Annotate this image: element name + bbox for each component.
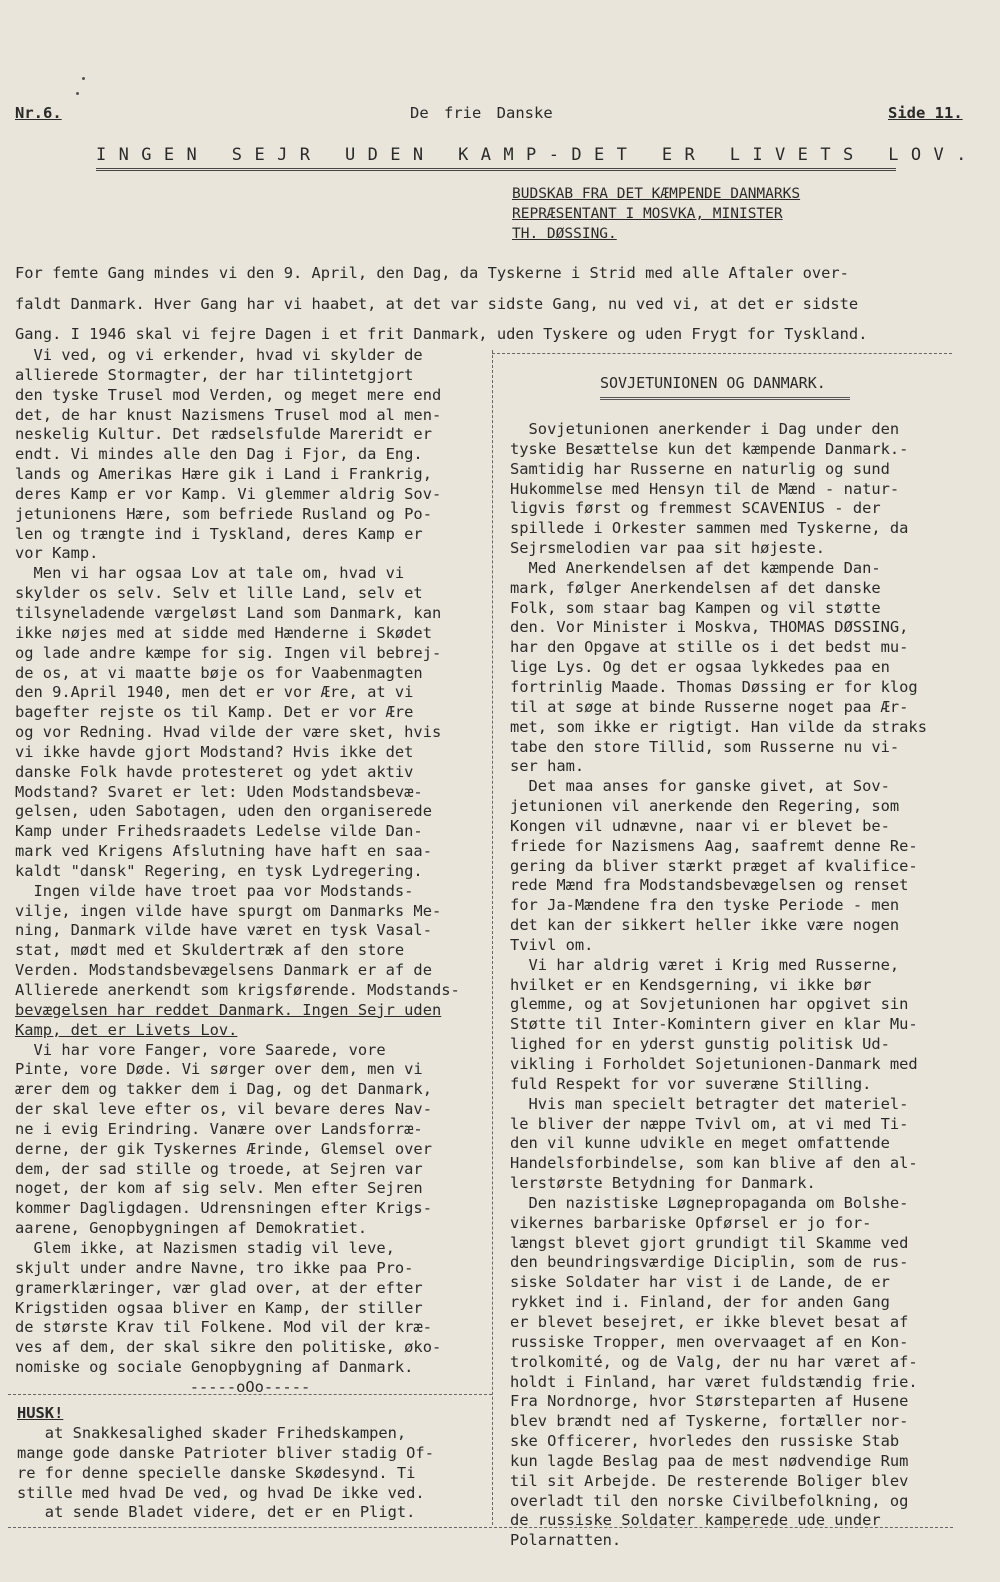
text-line: Tvivl om. bbox=[510, 935, 594, 954]
text-line: ser ham. bbox=[510, 757, 585, 776]
right-column bbox=[510, 420, 970, 1551]
text-line: Vi ved, og vi erkender, hvad vi skylder de bbox=[15, 346, 423, 364]
text-line: Kamp, det er Livets Lov. bbox=[15, 1020, 238, 1039]
text-line: ligvis først og fremmest SCAVENIUS - der bbox=[510, 499, 881, 518]
text-line: Pinte, vore Døde. Vi sørger over dem, men vi bbox=[15, 1060, 423, 1079]
text-line: mark ved Krigens Afslutning have haft en saa- bbox=[15, 842, 432, 861]
text-line: aarene, Genopbygningen af Demokratiet. bbox=[15, 1219, 368, 1238]
text-line: ikke nøjes med at sidde med Hænderne i Skødet bbox=[15, 623, 432, 642]
issue-number: Nr.6. bbox=[15, 104, 62, 122]
text-line: Hukommelse med Hensyn til de Mænd - natur- bbox=[510, 479, 900, 498]
text-line: for Ja-Mændene fra den tyske Periode - men bbox=[510, 896, 900, 915]
text-line: siske Soldater har vist i de Lande, de er bbox=[510, 1273, 890, 1292]
text-line: trolkomité, og de Valg, der nu har været af- bbox=[510, 1352, 918, 1371]
text-line: Folk, som staar bag Kampen og vil støtte bbox=[510, 598, 881, 617]
subtitle-line: BUDSKAB FRA DET KÆMPENDE DANMARKS bbox=[512, 186, 801, 202]
text-line: Den nazistiske Løgnepropaganda om Bolshe- bbox=[510, 1193, 909, 1212]
text-line: den beundringsværdige Diciplin, som de rus- bbox=[510, 1253, 909, 1272]
text-line: kun lagde Beslag paa de mest nødvendige Rum bbox=[510, 1451, 909, 1470]
text-line: stat, mødt med et Skuldertræk af den store bbox=[15, 941, 405, 960]
text-line: skylder os selv. Selv et lille Land, selv et bbox=[15, 584, 423, 603]
text-line: at sende Bladet videre, det er en Pligt. bbox=[17, 1503, 416, 1522]
text-line: derne, der gik Tyskernes Ærinde, Glemsel over bbox=[15, 1139, 432, 1158]
text-line: ærer dem og takker dem i Dag, og det Danmark, bbox=[15, 1080, 432, 1099]
subtitle-block bbox=[512, 184, 800, 244]
text-line: met, som ikke er rigtigt. Han vilde da straks bbox=[510, 717, 927, 736]
text-line: skjult under andre Navne, tro ikke paa Pro- bbox=[15, 1258, 414, 1277]
text-line: ne i evig Erindring. Vanære over Landsforræ- bbox=[15, 1119, 423, 1138]
text-line: har den Opgave at stille os i det bedst mu- bbox=[510, 638, 909, 657]
page-number: Side 11. bbox=[888, 104, 963, 122]
text-line: Sejrsmelodien var paa sit højeste. bbox=[510, 539, 826, 558]
text-line: vikling i Forholdet Sojetunionen-Danmark med bbox=[510, 1055, 918, 1073]
text-line: Fra Nordnorge, hvor Størsteparten af Husene bbox=[510, 1392, 909, 1411]
text-line: Modstand? Svaret er let: Uden Modstandsbevæ- bbox=[15, 782, 423, 801]
text-line: friede for Nazismens Aag, saafremt denne Re- bbox=[510, 836, 918, 855]
text-line: de russiske Soldater kamperede ude under bbox=[510, 1511, 881, 1530]
text-line: og lade andre kæmpe for sig. Ingen vil bebrej- bbox=[15, 643, 442, 662]
text-line: den. Vor Minister i Moskva, THOMAS DØSSING, bbox=[510, 618, 909, 637]
text-line: fuld Respekt for vor suveræne Stilling. bbox=[510, 1074, 872, 1093]
text-line: glemme, og at Sovjetunionen har opgivet sin bbox=[510, 995, 909, 1014]
text-line: gering da bliver stærkt præget af kvalifice- bbox=[510, 856, 918, 875]
husk-box-rule bbox=[8, 1394, 492, 1395]
text-line: tyske Besættelse kun det kæmpende Danmark.- bbox=[510, 439, 909, 458]
text-line: -----oOo----- bbox=[189, 1377, 311, 1396]
text-line: hvilket er en Kendsgerning, vi ikke bør bbox=[510, 975, 872, 994]
text-line: dem, der sad stille og troede, at Sejren var bbox=[15, 1159, 423, 1178]
text-line: lerstørste Betydning for Danmark. bbox=[510, 1174, 816, 1193]
right-column-heading: SOVJETUNIONEN OG DANMARK. bbox=[600, 374, 826, 392]
text-line: vikernes barbariske Opførsel er jo for- bbox=[510, 1213, 872, 1232]
text-line: Polarnatten. bbox=[510, 1531, 622, 1550]
bottom-rule bbox=[8, 1527, 953, 1528]
text-line: blev brændt ned af Tyskerne, fortæller nor- bbox=[510, 1412, 909, 1431]
text-line: russiske Tropper, men overvaaget af en Kon- bbox=[510, 1332, 909, 1351]
intro-line: For femte Gang mindes vi den 9. April, den Dag, da Tyskerne i Strid med alle Aftaler over- bbox=[15, 264, 849, 282]
text-line: der skal leve efter os, vil bevare deres Nav- bbox=[15, 1100, 432, 1119]
intro-line: Gang. I 1946 skal vi fejre Dagen i et frit Danmark, uden Tyskere og uden Frygt for Tyskland. bbox=[15, 325, 868, 343]
text-line: vor Kamp. bbox=[15, 544, 99, 563]
text-line: Samtidig har Russerne en naturlig og sund bbox=[510, 459, 890, 478]
text-line: de største Krav til Folkene. Mod vil der kræ- bbox=[15, 1318, 432, 1337]
text-line: rede Mænd fra Modstandsbevægelsen og renset bbox=[510, 876, 909, 895]
text-line: den vil kunne udvikle en meget omfattende bbox=[510, 1134, 890, 1153]
text-line: det kan der sikkert heller ikke være nogen bbox=[510, 916, 900, 935]
text-line: jetunionens Hære, som befriede Rusland og Po- bbox=[15, 504, 432, 523]
text-line: len og trængte ind i Tyskland, deres Kamp er bbox=[15, 524, 423, 543]
text-line: allierede Stormagter, der har tilintetgjort bbox=[15, 365, 414, 384]
text-line: bagefter rejste os til Kamp. Det er vor Ære bbox=[15, 703, 414, 722]
text-line: fortrinlig Maade. Thomas Døssing er for klog bbox=[510, 677, 918, 696]
text-line: til sit Arbejde. De resterende Boliger blev bbox=[510, 1471, 909, 1490]
subtitle-line: TH. DØSSING. bbox=[512, 226, 617, 242]
text-line: ske Officerer, hvorledes den russiske Stab bbox=[510, 1432, 900, 1451]
text-line: Hvis man specielt betragter det materiel- bbox=[510, 1094, 909, 1113]
text-line: kaldt "dansk" Regering, en tysk Lydregering. bbox=[15, 861, 423, 880]
text-line: noget, der kom af sig selv. Men efter Sejren bbox=[15, 1179, 423, 1198]
text-line: jetunionen vil anerkende den Regering, som bbox=[510, 797, 900, 816]
text-line: tilsyneladende værgeløst Land som Danmark, kan bbox=[15, 603, 442, 622]
husk-heading: HUSK! bbox=[17, 1404, 64, 1422]
text-line: Handelsforbindelse, som kan blive af den al- bbox=[510, 1154, 918, 1173]
text-line: le bliver der næppe Tvivl om, at vi med Ti- bbox=[510, 1114, 909, 1133]
text-line: Sovjetunionen anerkender i Dag under den bbox=[510, 420, 900, 438]
text-line: Kongen vil udnævne, naar vi er blevet be- bbox=[510, 816, 890, 835]
text-line: spillede i Orkester sammen med Tyskerne, da bbox=[510, 519, 909, 538]
text-line: længst blevet gjort grundigt til Skamme ved bbox=[510, 1233, 909, 1252]
text-line: ning, Danmark vilde have været en tysk Vasal- bbox=[15, 921, 432, 940]
text-line: og vor Redning. Hvad vilde der være sket, hvis bbox=[15, 723, 442, 742]
text-line: den 9.April 1940, men det er vor Ære, at vi bbox=[15, 683, 414, 702]
text-line: at Snakkesalighed skader Frihedskampen, bbox=[17, 1424, 407, 1442]
right-column-top-rule bbox=[492, 353, 952, 354]
text-line: Men vi har ogsaa Lov at tale om, hvad vi bbox=[15, 564, 405, 583]
text-line: Verden. Modstandsbevægelsens Danmark er af de bbox=[15, 961, 432, 980]
text-line: Vi har vore Fanger, vore Saarede, vore bbox=[15, 1040, 386, 1059]
text-line: vilje, ingen vilde have spurgt om Danmarks Me- bbox=[15, 901, 442, 920]
text-line: den tyske Trusel mod Verden, og meget mere end bbox=[15, 385, 442, 404]
text-line: det, de har knust Nazismens Trusel mod al men- bbox=[15, 405, 442, 424]
text-line: ves af dem, der skal sikre den politiske, øko- bbox=[15, 1338, 442, 1357]
text-line: Glem ikke, at Nazismen stadig vil leve, bbox=[15, 1238, 395, 1257]
left-column bbox=[15, 346, 485, 1398]
text-line: kommer Dagligdagen. Udrensningen efter Krigs- bbox=[15, 1199, 432, 1218]
text-line: bevægelsen har reddet Danmark. Ingen Sejr uden bbox=[15, 1000, 442, 1019]
text-line: endt. Vi mindes alle den Dag i Fjor, da Eng. bbox=[15, 445, 423, 464]
text-line: gelsen, uden Sabotagen, uden den organiserede bbox=[15, 802, 432, 821]
intro-paragraph bbox=[15, 258, 965, 350]
right-column-heading-rule bbox=[600, 397, 850, 400]
text-line: rykket ind i. Finland, der for anden Gang bbox=[510, 1293, 890, 1312]
text-line: gramerklæringer, vær glad over, at der efter bbox=[15, 1278, 423, 1297]
text-line: deres Kamp er vor Kamp. Vi glemmer aldrig Sov- bbox=[15, 484, 442, 503]
text-line: overladt til den norske Civilbefolkning, og bbox=[510, 1491, 909, 1510]
subtitle-line: REPRÆSENTANT I MOSVKA, MINISTER bbox=[512, 206, 783, 222]
text-line: Med Anerkendelsen af det kæmpende Dan- bbox=[510, 558, 881, 577]
publication-name: De frie Danske bbox=[410, 104, 553, 122]
page-title: INGEN SEJR UDEN KAMP-DET ER LIVETS LOV. bbox=[96, 145, 896, 171]
text-line: Kamp under Frihedsraadets Ledelse vilde Dan- bbox=[15, 822, 423, 841]
text-line: Vi har aldrig været i Krig med Russerne, bbox=[510, 955, 900, 974]
text-line: neskelig Kultur. Det rædselsfulde Mareridt er bbox=[15, 425, 432, 444]
text-line: til at søge at binde Russerne noget paa Ær- bbox=[510, 697, 909, 716]
text-line: tabe den store Tillid, som Russerne nu vi- bbox=[510, 737, 900, 756]
text-line: lige Lys. Og det er ogsaa lykkedes paa en bbox=[510, 658, 890, 677]
text-line: holdt i Finland, har været fuldstændig frie. bbox=[510, 1372, 918, 1391]
text-line: Ingen vilde have troet paa vor Modstands- bbox=[15, 881, 414, 900]
column-divider bbox=[492, 350, 493, 1525]
text-line: Krigstiden ogsaa bliver en Kamp, der stiller bbox=[15, 1298, 423, 1317]
text-line: vi ikke havde gjort Modstand? Hvis ikke det bbox=[15, 742, 414, 761]
intro-line: faldt Danmark. Hver Gang har vi haabet, at det var sidste Gang, nu ved vi, at det er sidste bbox=[15, 294, 859, 313]
text-line: mange gode danske Patrioter bliver stadig Of- bbox=[17, 1443, 434, 1462]
text-line: danske Folk havde protesteret og ydet aktiv bbox=[15, 762, 414, 781]
text-line: lands og Amerikas Hære gik i Land i Frankrig, bbox=[15, 465, 432, 484]
text-line: lighed for en yderst gunstig politisk Ud- bbox=[510, 1035, 890, 1054]
text-line: Det maa anses for ganske givet, at Sov- bbox=[510, 777, 890, 796]
text-line: er blevet besejret, er ikke blevet besat af bbox=[510, 1312, 909, 1331]
text-line: Støtte til Inter-Komintern giver en klar Mu- bbox=[510, 1015, 918, 1034]
text-line: Allierede anerkendt som krigsførende. Modstands- bbox=[15, 981, 460, 999]
text-line: re for denne specielle danske Skødesynd. Ti bbox=[17, 1463, 416, 1482]
text-line: stille med hvad De ved, og hvad De ikke ved. bbox=[17, 1483, 425, 1502]
husk-body bbox=[17, 1424, 487, 1523]
text-line: de os, at vi maatte bøje os for Vaabenmagten bbox=[15, 663, 423, 682]
text-line: nomiske og sociale Genopbygning af Danmark. bbox=[15, 1358, 414, 1377]
text-line: mark, følger Anerkendelsen af det danske bbox=[510, 578, 881, 597]
